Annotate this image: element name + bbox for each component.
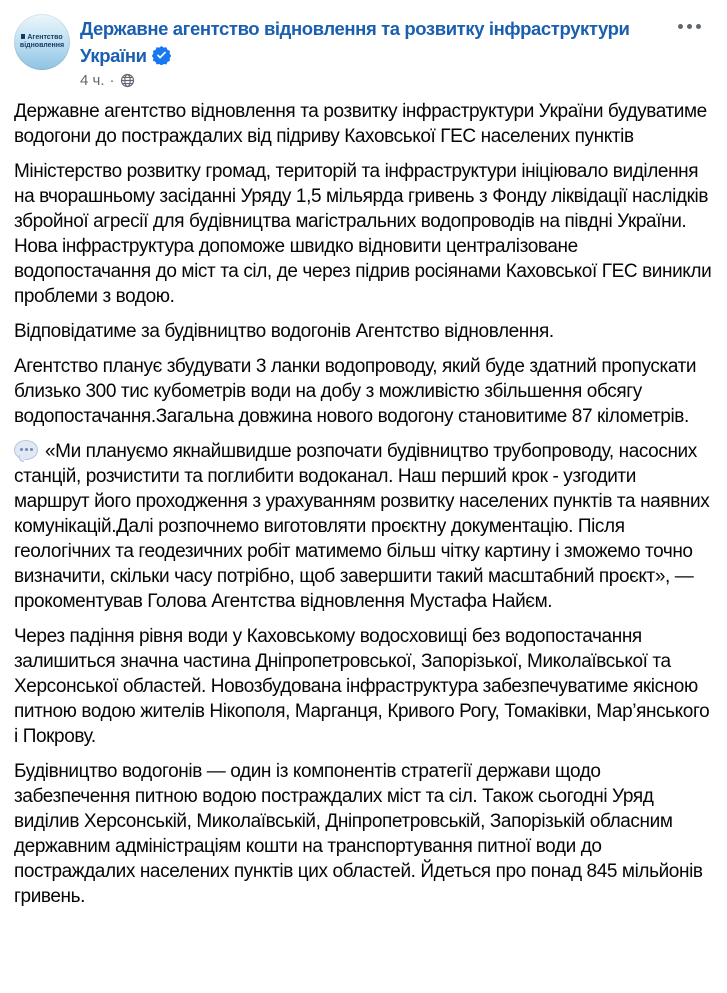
verified-badge-icon [152, 46, 171, 65]
meta-separator: · [109, 72, 115, 89]
agency-logo-icon [21, 34, 25, 39]
timestamp[interactable]: 4 ч. [80, 72, 105, 89]
globe-icon [120, 73, 135, 88]
post-paragraph: «Ми плануємо якнайшвидше розпочати будівництво трубопроводу, насосних станцій, розчистити та поглибити водоканал. Наш перший крок - узгодити маршрут його проходження з урахуванням розвитку населених пунктів та наявних комунікацій.Далі розпочнемо виготовляти проєктну документацію. Після геологічних та геодезичних робіт матимемо більш чітку картину і зможемо точно визначити, скільки часу потрібно, щоб завершити такий масштабний проєкт», — прокоментував Голова Агентства відновлення Мустафа Найєм. [14, 441, 710, 612]
post-menu-button[interactable] [668, 14, 711, 39]
post-paragraph: Відповідатиме за будівництво водогонів Агентство відновлення. [14, 321, 554, 342]
post-meta [80, 72, 660, 89]
header-text [80, 14, 660, 89]
post-header [14, 0, 713, 91]
three-dots-icon [678, 24, 683, 29]
post-paragraph: Будівництво водогонів — один із компонентів стратегії держави щодо забезпечення питною водою постраждалих міст та сіл. Також сьогодні Уряд виділив Херсонській, Миколаївській, Дніпропетровській, Запорізькій обласним державним адміністраціям кошти на транспортування питної води до постраждалих населених пунктів цих областей. Йдеться про понад 845 мільйонів гривень. [14, 761, 703, 907]
avatar-text-line1: Агентство [27, 33, 63, 41]
page-avatar[interactable] [14, 14, 70, 70]
post-paragraph: Державне агентство відновлення та розвитку інфраструктури України будуватиме водогони до постраждалих від підриву Каховської ГЕС населених пунктів [14, 101, 707, 147]
page-name-link[interactable]: Державне агентство відновлення та розвитку інфраструктури України [80, 18, 630, 66]
post-paragraph: Агентство планує збудувати 3 ланки водопроводу, який буде здатний пропускати близько 300 тис кубометрів води на добу з можливістю збільшення обсягу водопостачання.Загальна довжина нового водогону становитиме 87 кілометрів. [14, 356, 697, 427]
avatar-text-line2: відновлення [19, 42, 65, 49]
page-name-row [80, 15, 660, 69]
post-paragraph: Через падіння рівня води у Каховському водосховищі без водопостачання залишиться значна частина Дніпропетровської, Запорізької, Миколаївської та Херсонської областей. Новозбудована інфраструктура забезпечуватиме якісною питною водою жителів Нікополя, Марганця, Кривого Рогу, Томаківки, Мар’янського і Покрову. [14, 626, 710, 747]
speech-balloon-emoji [14, 440, 38, 460]
post-body [14, 91, 713, 927]
agency-logo [20, 34, 64, 51]
post-paragraph: Міністерство розвитку громад, територій та інфраструктури ініціювало виділення на вчорашньому засіданні Уряду 1,5 мільярда гривень з Фонду ліквідації наслідків збройної агресії для будівництва магістральних водопроводів на півдні України. Нова інфраструктура допоможе швидко відновити централізоване водопостачання до міст та сіл, де через підрив росіянами Каховської ГЕС виникли проблеми з водою. [14, 161, 712, 307]
